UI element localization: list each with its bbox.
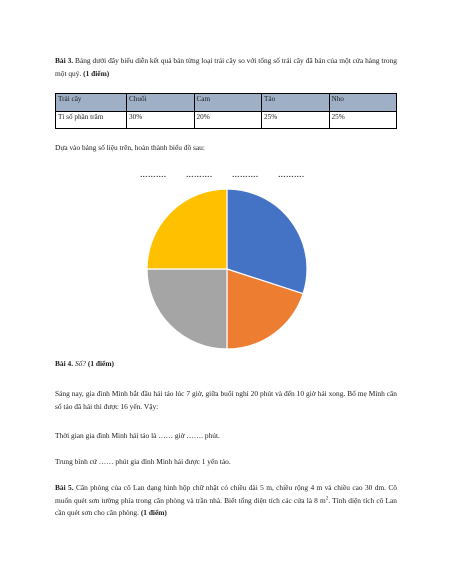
bai4-title-suffix: Số? — [74, 359, 87, 368]
bai5-title: Bài 5. — [55, 483, 74, 492]
bai4-line2: Trung bình cứ …… phút gia đình Minh hái được 1 yến táo. — [55, 457, 231, 466]
bai5-points: (1 điểm) — [140, 508, 167, 517]
legend-blank: ………. — [232, 170, 259, 179]
pie-slice — [147, 269, 227, 349]
legend-blanks — [140, 169, 320, 181]
table-cell: 30% — [127, 112, 195, 129]
legend-blank: ………. — [140, 170, 167, 179]
fruit-table — [55, 93, 397, 129]
legend-blank: ………. — [186, 170, 213, 179]
pie-slice — [147, 189, 227, 269]
table-cell: Tỉ số phần trăm — [56, 112, 127, 129]
bai5-paragraph — [55, 482, 397, 520]
pie-chart — [146, 188, 308, 350]
table-cell: 25% — [262, 112, 330, 129]
bai4-text: Sáng nay, gia đình Minh bắt đầu hái táo lúc 7 giờ, giữa buổi nghỉ 20 phút và đến 10 giờ hái xong. Bố mẹ Minh cân số táo đã hái thì được 16 yến. Vậy: — [55, 389, 397, 411]
bai4-heading — [55, 358, 114, 371]
table-cell: 25% — [329, 112, 397, 129]
bai3-points: (1 điểm) — [83, 68, 110, 78]
bai4-title: Bài 4. — [55, 359, 74, 368]
table-cell: 20% — [194, 112, 262, 129]
table-row — [56, 112, 397, 129]
chart-instruction: Dựa vào bảng số liệu trên, hoàn thành biểu đồ sau: — [55, 143, 205, 152]
table-header-row — [56, 94, 397, 112]
bai3-text: Bảng dưới đây biểu diễn kết quả bán từng loại trái cây so với tổng số trái cây đã bán của một cửa hàng trong một quý. — [55, 56, 397, 78]
bai5-sup: 2 — [325, 496, 329, 502]
table-header-cell: Trái cây — [56, 94, 127, 112]
table-header-cell: Táo — [262, 94, 330, 112]
table-header-cell: Nho — [329, 94, 397, 112]
bai4-line1: Thời gian gia đình Minh hái táo là …… giờ ……. phút. — [55, 431, 220, 440]
table-header-cell: Chuối — [127, 94, 195, 112]
bai5-text-b: . Tính diện tích cô Lan cần quét sơn cho căn phòng. — [55, 495, 397, 517]
bai3-paragraph — [55, 55, 397, 80]
bai4-points: (1 điểm) — [87, 359, 114, 368]
legend-blank: ………. — [278, 170, 305, 179]
bai3-title: Bài 3. — [55, 56, 74, 65]
table-header-cell: Cam — [194, 94, 262, 112]
bai5-text-a: Căn phòng của cô Lan dạng hình hộp chữ nhật có chiều dài 5 m, chiều rộng 4 m và chiều cao 30 dm. Cô muốn quét sơn tường phía trong căn phòng và trần nhà. Biết tổng diện tích các cửa là 8 m — [55, 483, 397, 505]
